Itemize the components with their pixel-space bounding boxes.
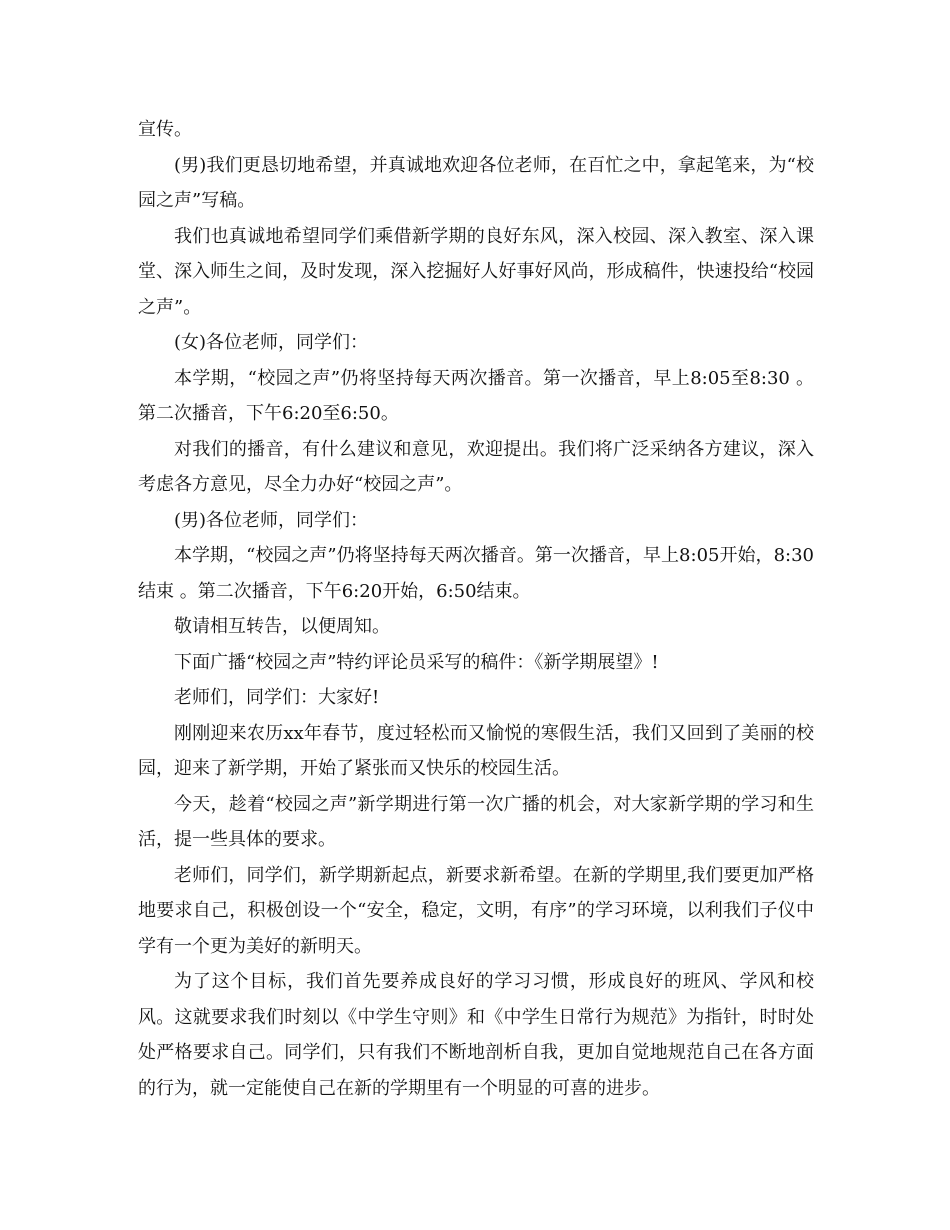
paragraph: 刚刚迎来农历xx年春节，度过轻松而又愉悦的寒假生活，我们又回到了美丽的校园，迎来了新学期，开始了紧张而又快乐的校园生活。: [138, 722, 814, 779]
paragraph: (男)各位老师，同学们：: [174, 509, 369, 531]
paragraph: 对我们的播音，有什么建议和意见，欢迎提出。我们将广泛采纳各方建议，深入考虑各方意见，尽全力办好“校园之声”。: [138, 438, 814, 495]
paragraph: (女)各位老师，同学们：: [174, 332, 369, 353]
paragraph: (男)我们更恳切地希望，并真诚地欢迎各位老师，在百忙之中，拿起笔来，为“校园之声”写稿。: [138, 154, 814, 211]
paragraph: 今天，趁着“校园之声”新学期进行第一次广播的机会，对大家新学期的学习和生活，提一些具体的要求。: [138, 793, 814, 850]
paragraph: 下面广播“校园之声”特约评论员采写的稿件：《新学期展望》!: [174, 651, 659, 673]
document-body: [138, 112, 814, 1106]
paragraph: 我们也真诚地希望同学们乘借新学期的良好东风，深入校园、深入教室、深入课堂、深入师生之间，及时发现，深入挖掘好人好事好风尚，形成稿件，快速投给“校园之声”。: [138, 225, 814, 318]
paragraph: 本学期，“校园之声”仍将坚持每天两次播音。第一次播音，早上8:05开始，8:30结束 。第二次播音，下午6:20开始，6:50结束。: [138, 545, 814, 602]
paragraph: 老师们，同学们，新学期新起点，新要求新希望。在新的学期里,我们要更加严格地要求自己，积极创设一个“安全，稳定，文明，有序”的学习环境，以利我们子仪中学有一个更为美好的新明天。: [138, 864, 814, 957]
paragraph: 宣传。: [138, 119, 192, 140]
paragraph: 本学期，“校园之声”仍将坚持每天两次播音。第一次播音，早上8:05至8:30 。第二次播音，下午6:20至6:50。: [138, 367, 814, 424]
paragraph: 老师们，同学们：大家好!: [174, 687, 380, 708]
paragraph: 敬请相互转告，以便周知。: [174, 616, 390, 637]
paragraph: 为了这个目标，我们首先要养成良好的学习习惯，形成良好的班风、学风和校风。这就要求我们时刻以《中学生守则》和《中学生日常行为规范》为指针，时时处处严格要求自己。同学们，只有我们不断地剖析自我，更加自觉地规范自己在各方面的行为，就一定能使自己在新的学期里有一个明显的可喜的进步。: [138, 971, 814, 1099]
